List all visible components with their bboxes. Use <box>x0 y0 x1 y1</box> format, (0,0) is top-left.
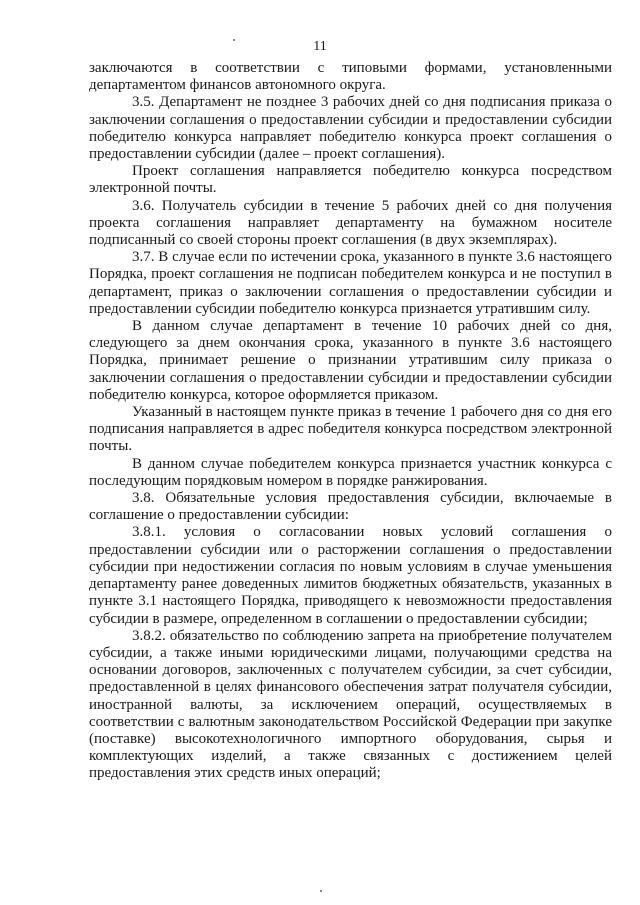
paragraph-3-7: 3.7. В случае если по истечении срока, указанного в пункте 3.6 настоящего Порядка, проект соглашения не подписан победителем конкурса и не поступил в департамент, приказ о заключении соглашения о предоставлении субсидии и предоставлении субсидии победителю конкурса признается утратившим силу. <box>89 249 612 317</box>
paragraph-3-8-2: 3.8.2. обязательство по соблюдению запрета на приобретение получателем субсидии, а также иными юридическими лицами, получающими средства на основании договоров, заключенных с получателем субсидии, за счет субсидии, предоставленной в целях финансового обеспечения затрат получателя субсидии, иностранной валюты, за исключением операций, осуществляемых в соответствии с валютным законодательством Российской Федерации при закупке (поставке) высокотехнологичного импортного оборудования, сырья и комплектующих изделий, а также связанных с достижением целей предоставления этих средств иных операций; <box>89 627 612 782</box>
paragraph-email-delivery: Проект соглашения направляется победителю конкурса посредством электронной почты. <box>89 163 612 197</box>
paragraph-3-5: 3.5. Департамент не позднее 3 рабочих дней со дня подписания приказа о заключении соглашения о предоставлении субсидии и предоставлении субсидии победителю конкурса направляет победителю конкурса проект соглашения о предоставлении субсидии (далее – проект соглашения). <box>89 94 612 163</box>
paragraph-3-8-1: 3.8.1. условия о согласовании новых условий соглашения о предоставлении субсидии или о расторжении соглашения о предоставлении субсидии при недостижении согласия по новым условиям в случае уменьшения департаменту ранее доведенных лимитов бюджетных обязательств, указанных в пункте 3.1 настоящего Порядка, приводящего к невозможности предоставления субсидии в размере, определенном в соглашении о предоставлении субсидии; <box>89 524 612 627</box>
paragraph-3-6: 3.6. Получатель субсидии в течение 5 рабочих дней со дня получения проекта соглашения направляет департаменту на бумажном носителе подписанный со своей стороны проект соглашения (в двух экземплярах). <box>89 197 612 249</box>
paragraph-3-8: 3.8. Обязательные условия предоставления субсидии, включаемые в соглашение о предоставлении субсидии: <box>89 490 612 524</box>
document-body <box>89 60 612 783</box>
paragraph-continuation: заключаются в соответствии с типовыми формами, установленными департаментом финансов автономного округа. <box>89 60 612 94</box>
paragraph-order-delivery: Указанный в настоящем пункте приказ в течение 1 рабочего дня со дня его подписания направляется в адрес победителя конкурса посредством электронной почты. <box>89 404 612 455</box>
paragraph-next-participant: В данном случае победителем конкурса признается участник конкурса с последующим порядковым номером в порядке ранжирования. <box>89 455 612 489</box>
scan-speck <box>320 890 322 892</box>
paragraph-department-decision: В данном случае департамент в течение 10 рабочих дней со дня, следующего за днем окончания срока, указанного в пункте 3.6 настоящего Порядка, принимает решение о признании утратившим силу приказа о заключении соглашения о предоставлении субсидии и предоставлении субсидии победителю конкурса, которое оформляется приказом. <box>89 318 612 403</box>
page-number: 11 <box>313 39 327 54</box>
